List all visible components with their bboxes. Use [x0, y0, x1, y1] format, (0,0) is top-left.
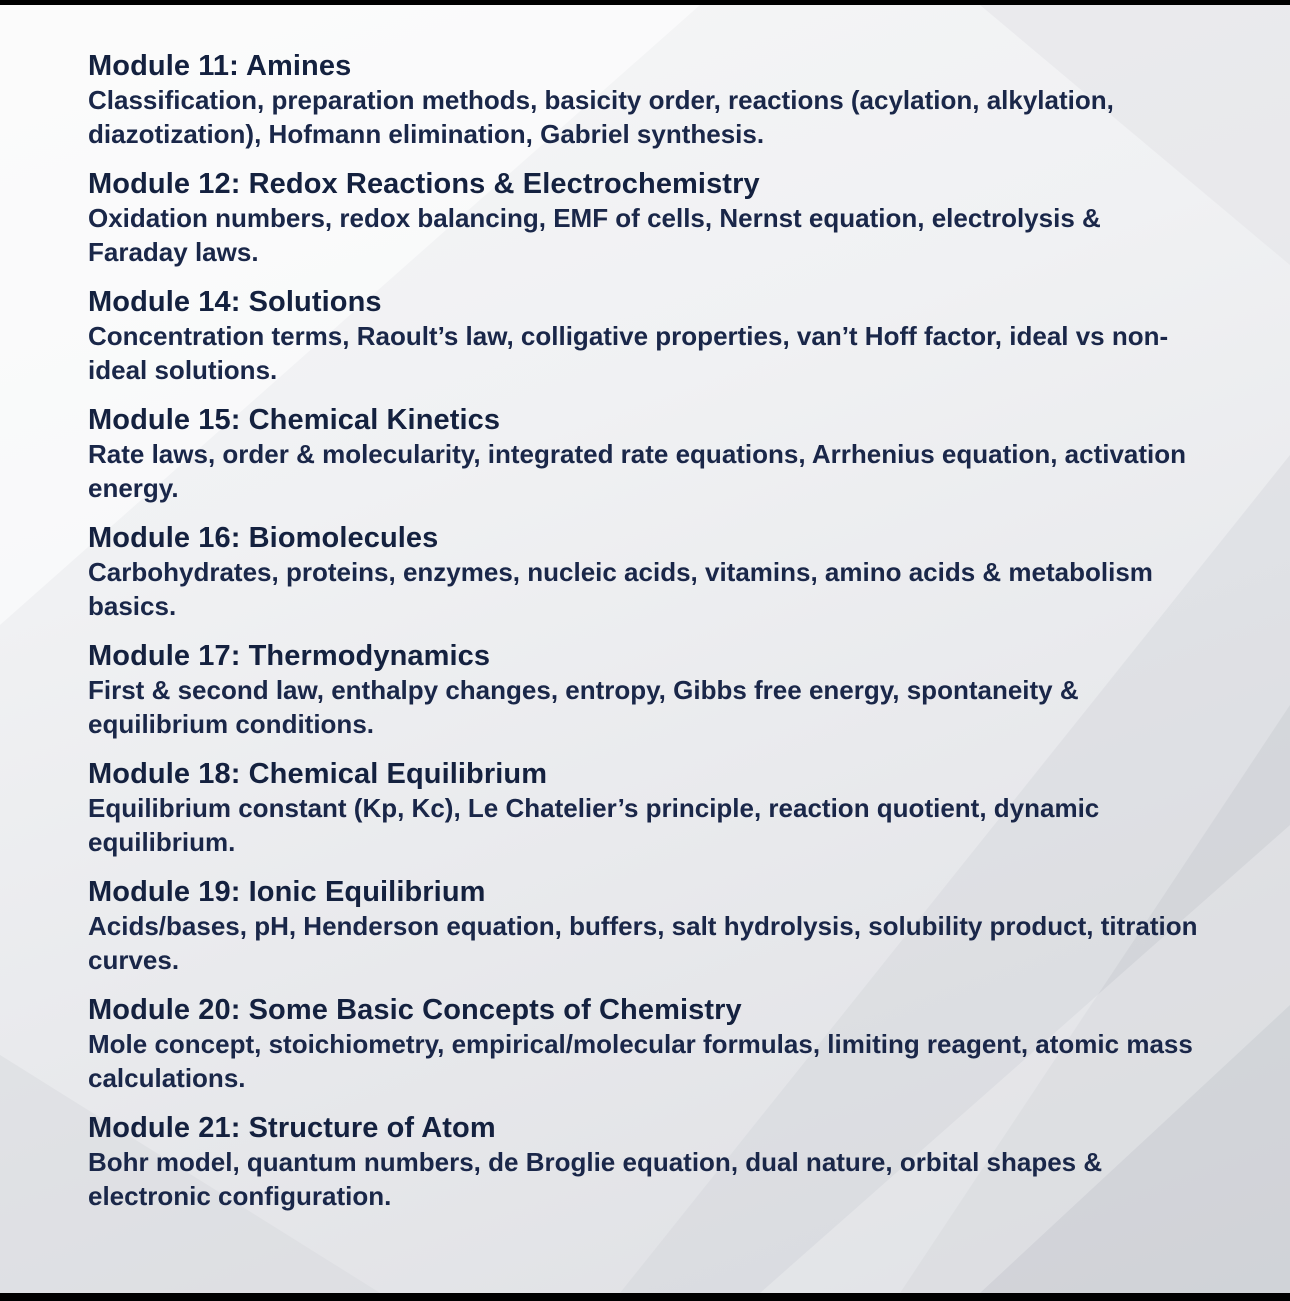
module-item — [88, 403, 1198, 505]
module-description: First & second law, enthalpy changes, entropy, Gibbs free energy, spontaneity & equilibrium conditions. — [88, 675, 1079, 739]
module-item — [88, 285, 1198, 387]
module-description: Rate laws, order & molecularity, integrated rate equations, Arrhenius equation, activation energy. — [88, 439, 1187, 503]
module-description: Oxidation numbers, redox balancing, EMF of cells, Nernst equation, electrolysis & Faraday laws. — [88, 203, 1101, 267]
module-list — [88, 49, 1198, 1229]
module-item — [88, 1111, 1198, 1213]
module-item — [88, 875, 1198, 977]
module-title: Module 12: Redox Reactions & Electrochemistry — [88, 168, 760, 200]
module-title: Module 18: Chemical Equilibrium — [88, 758, 548, 790]
module-item — [88, 49, 1198, 151]
module-description: Carbohydrates, proteins, enzymes, nucleic acids, vitamins, amino acids & metabolism basics. — [88, 557, 1153, 621]
module-description: Mole concept, stoichiometry, empirical/molecular formulas, limiting reagent, atomic mass calculations. — [88, 1029, 1193, 1093]
module-description: Classification, preparation methods, basicity order, reactions (acylation, alkylation, diazotization), Hofmann elimination, Gabriel synthesis. — [88, 85, 1114, 149]
document-page — [0, 5, 1290, 1293]
module-title: Module 16: Biomolecules — [88, 522, 439, 554]
module-description: Equilibrium constant (Kp, Kc), Le Chatelier’s principle, reaction quotient, dynamic equilibrium. — [88, 793, 1100, 857]
module-title: Module 20: Some Basic Concepts of Chemistry — [88, 994, 742, 1026]
module-title: Module 17: Thermodynamics — [88, 640, 491, 672]
module-description: Acids/bases, pH, Henderson equation, buffers, salt hydrolysis, solubility product, titration curves. — [88, 911, 1198, 975]
module-item — [88, 639, 1198, 741]
module-item — [88, 167, 1198, 269]
module-title: Module 15: Chemical Kinetics — [88, 404, 501, 436]
module-title: Module 11: Amines — [88, 50, 352, 82]
module-description: Bohr model, quantum numbers, de Broglie equation, dual nature, orbital shapes & electronic configuration. — [88, 1147, 1103, 1211]
module-title: Module 14: Solutions — [88, 286, 382, 318]
module-item — [88, 521, 1198, 623]
module-description: Concentration terms, Raoult’s law, colligative properties, van’t Hoff factor, ideal vs non-ideal solutions. — [88, 321, 1169, 385]
module-title: Module 19: Ionic Equilibrium — [88, 876, 486, 908]
module-item — [88, 757, 1198, 859]
module-item — [88, 993, 1198, 1095]
module-title: Module 21: Structure of Atom — [88, 1112, 496, 1144]
